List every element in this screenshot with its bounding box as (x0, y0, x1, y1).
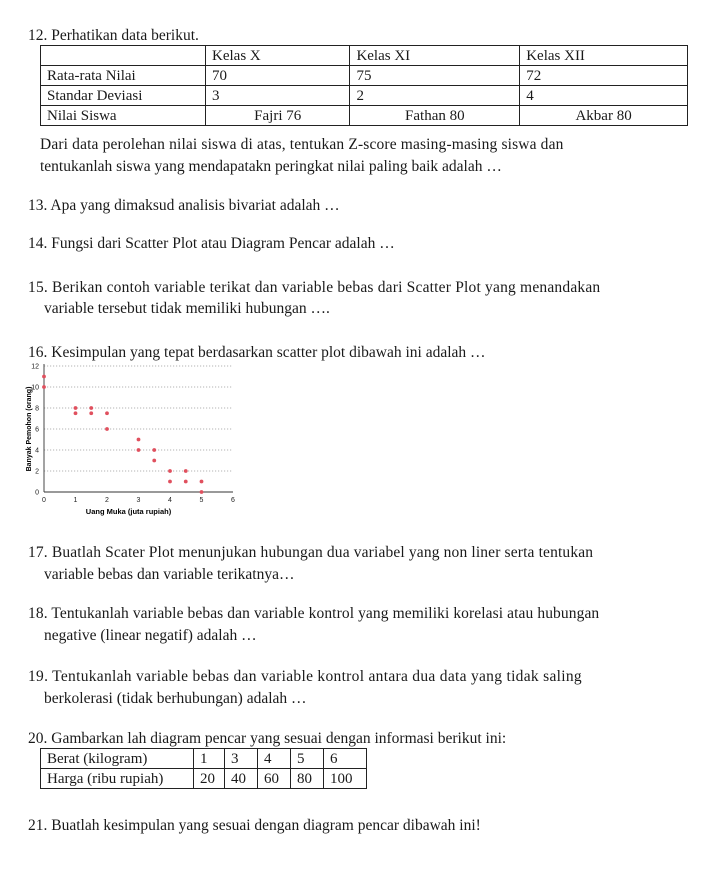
table-cell: 75 (350, 66, 520, 86)
data-point (42, 375, 46, 379)
q12-table (40, 45, 688, 126)
data-point (184, 480, 188, 484)
y-tick-label: 2 (35, 468, 39, 476)
table-cell: 1 (194, 749, 225, 769)
x-tick-label: 5 (199, 497, 204, 504)
q13-text: 13. Apa yang dimaksud analisis bivariat adalah … (28, 197, 340, 214)
data-point (168, 469, 172, 473)
x-tick-label: 1 (73, 497, 78, 504)
table-cell: Akbar 80 (520, 106, 688, 126)
q20-table (40, 748, 367, 789)
table-cell: 4 (520, 86, 688, 106)
table-cell: Fathan 80 (350, 106, 520, 126)
table-cell: 70 (206, 66, 350, 86)
table-cell: 20 (194, 769, 225, 789)
table-cell: Nilai Siswa (41, 106, 206, 126)
table-cell: Berat (kilogram) (41, 749, 194, 769)
data-point (152, 459, 156, 463)
table-cell: 3 (225, 749, 258, 769)
table-cell: 4 (258, 749, 291, 769)
chart-grid (44, 366, 233, 471)
data-point (168, 480, 172, 484)
table-cell: Harga (ribu rupiah) (41, 769, 194, 789)
table-cell: 40 (225, 769, 258, 789)
table-cell: Fajri 76 (206, 106, 350, 126)
y-tick-label: 12 (31, 363, 39, 371)
q18-line1: 18. Tentukanlah variable bebas dan variable kontrol yang memiliki korelasi atau hubungan (28, 605, 600, 622)
table-header: Kelas XII (520, 46, 688, 66)
q12-text-line2: tentukanlah siswa yang mendapatakn peringkat nilai paling baik adalah … (40, 158, 502, 175)
x-tick-label: 2 (105, 497, 109, 504)
q18-line2: negative (linear negatif) adalah … (44, 627, 257, 644)
data-point (200, 480, 204, 484)
x-tick-label: 6 (231, 497, 235, 504)
table-cell: 6 (324, 749, 367, 769)
table-cell: 60 (258, 769, 291, 789)
chart-ticks (31, 364, 235, 505)
x-tick-label: 4 (168, 497, 172, 504)
q14-text: 14. Fungsi dari Scatter Plot atau Diagram Pencar adalah … (28, 235, 395, 252)
data-point (137, 438, 141, 442)
table-row (41, 769, 367, 789)
data-point (152, 448, 156, 452)
data-point (42, 385, 46, 389)
q12-text-line1: Dari data perolehan nilai siswa di atas, tentukan Z-score masing-masing siswa dan (40, 136, 564, 153)
table-cell: 2 (350, 86, 520, 106)
table-row (41, 86, 688, 106)
data-point (105, 427, 109, 431)
y-tick-label: 6 (35, 426, 39, 434)
q12-heading: 12. Perhatikan data berikut. (28, 27, 199, 44)
data-point (74, 411, 78, 415)
table-cell: 72 (520, 66, 688, 86)
q21-text: 21. Buatlah kesimpulan yang sesuai dengan diagram pencar dibawah ini! (28, 817, 481, 834)
table-cell: 80 (291, 769, 324, 789)
data-point (89, 411, 93, 415)
data-point (200, 490, 204, 494)
table-row (41, 749, 367, 769)
table-cell: 100 (324, 769, 367, 789)
data-point (184, 469, 188, 473)
y-tick-label: 0 (35, 489, 39, 497)
q19-line2: berkolerasi (tidak berhubungan) adalah … (44, 690, 307, 707)
scatter-plot (28, 358, 248, 522)
x-tick-label: 0 (42, 497, 46, 504)
q15-line1: 15. Berikan contoh variable terikat dan variable bebas dari Scatter Plot yang menandakan (28, 279, 601, 296)
chart-axes (44, 364, 233, 492)
data-point (89, 406, 93, 410)
y-tick-label: 8 (35, 405, 39, 413)
y-tick-label: 10 (31, 384, 39, 392)
table-cell: Rata-rata Nilai (41, 66, 206, 86)
table-cell: Standar Deviasi (41, 86, 206, 106)
x-axis-label: Uang Muka (juta rupiah) (85, 507, 172, 516)
table-header: Kelas X (206, 46, 350, 66)
x-tick-label: 3 (136, 497, 141, 504)
q15-line2: variable tersebut tidak memiliki hubungan …. (44, 300, 330, 317)
table-row (41, 66, 688, 86)
chart-points (42, 375, 203, 494)
q19-line1: 19. Tentukanlah variable bebas dan variable kontrol antara dua data yang tidak saling (28, 668, 582, 685)
q20-heading: 20. Gambarkan lah diagram pencar yang sesuai dengan informasi berikut ini: (28, 730, 507, 747)
q16-text: 16. Kesimpulan yang tepat berdasarkan scatter plot dibawah ini adalah … (28, 344, 486, 361)
y-axis-label: Banyak Pemohon (orang) (26, 386, 33, 472)
table-cell (41, 46, 206, 66)
data-point (137, 448, 141, 452)
q17-line2: variable bebas dan variable terikatnya… (44, 566, 295, 583)
table-row (41, 106, 688, 126)
table-cell: 5 (291, 749, 324, 769)
y-tick-label: 4 (35, 447, 39, 455)
data-point (105, 411, 109, 415)
table-cell: 3 (206, 86, 350, 106)
table-header: Kelas XI (350, 46, 520, 66)
q17-line1: 17. Buatlah Scater Plot menunjukan hubungan dua variabel yang non liner serta tentukan (28, 544, 594, 561)
data-point (74, 406, 78, 410)
table-row (41, 46, 688, 66)
